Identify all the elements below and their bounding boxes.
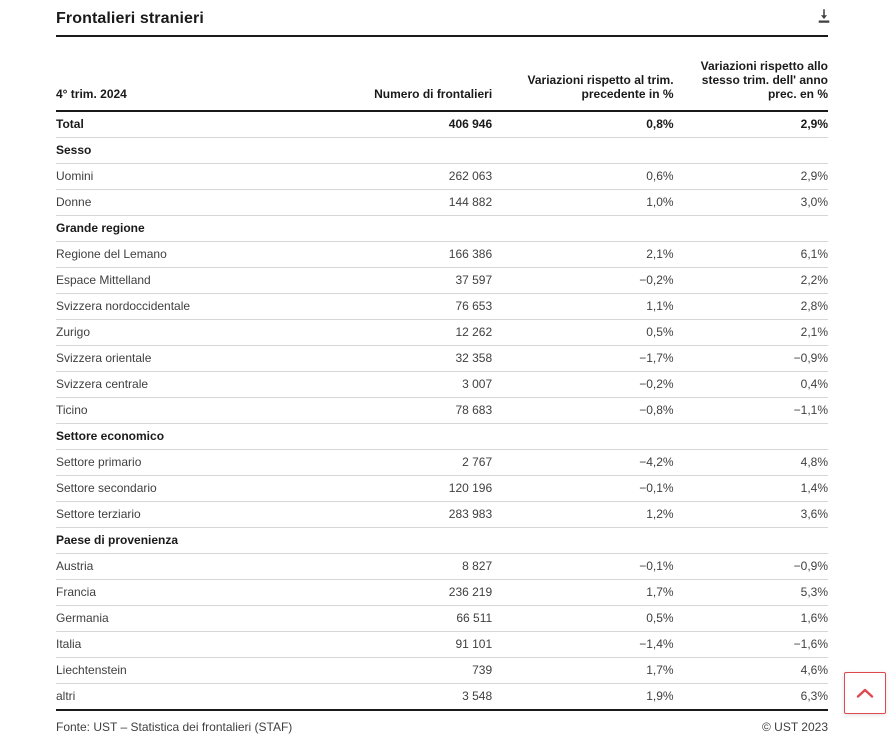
statistics-table bbox=[56, 59, 828, 711]
table-row bbox=[56, 294, 828, 320]
row-yoy: 1,4% bbox=[674, 476, 828, 502]
row-qoq bbox=[492, 138, 673, 164]
source-note: Fonte: UST – Statistica dei frontalieri (STAF) bbox=[56, 720, 293, 734]
row-yoy: −1,1% bbox=[674, 398, 828, 424]
row-label: Grande regione bbox=[56, 216, 303, 242]
page-title: Frontalieri stranieri bbox=[56, 10, 204, 27]
row-yoy bbox=[674, 138, 828, 164]
row-count: 66 511 bbox=[303, 606, 492, 632]
row-yoy: 3,0% bbox=[674, 190, 828, 216]
row-count: 166 386 bbox=[303, 242, 492, 268]
row-qoq: −0,2% bbox=[492, 268, 673, 294]
row-yoy: 2,2% bbox=[674, 268, 828, 294]
column-header-count: Numero di frontalieri bbox=[303, 59, 492, 111]
table-row bbox=[56, 554, 828, 580]
row-qoq: 1,7% bbox=[492, 580, 673, 606]
row-label: Ticino bbox=[56, 398, 303, 424]
table-row bbox=[56, 346, 828, 372]
row-label: Total bbox=[56, 111, 303, 138]
row-yoy: 2,8% bbox=[674, 294, 828, 320]
table-row bbox=[56, 684, 828, 711]
table-row bbox=[56, 398, 828, 424]
row-qoq: −4,2% bbox=[492, 450, 673, 476]
column-header-yoy: Variazioni rispetto allo stesso trim. dell' anno prec. en % bbox=[674, 59, 828, 111]
row-yoy: −1,6% bbox=[674, 632, 828, 658]
row-yoy: 2,9% bbox=[674, 111, 828, 138]
row-label: Donne bbox=[56, 190, 303, 216]
row-count: 91 101 bbox=[303, 632, 492, 658]
row-count bbox=[303, 528, 492, 554]
section-row bbox=[56, 528, 828, 554]
table-row bbox=[56, 450, 828, 476]
table-row bbox=[56, 632, 828, 658]
row-qoq: 1,7% bbox=[492, 658, 673, 684]
table-row bbox=[56, 268, 828, 294]
row-yoy: 2,9% bbox=[674, 164, 828, 190]
row-label: Svizzera nordoccidentale bbox=[56, 294, 303, 320]
table-row bbox=[56, 164, 828, 190]
table-row bbox=[56, 372, 828, 398]
row-yoy: 6,3% bbox=[800, 689, 828, 703]
section-row bbox=[56, 424, 828, 450]
row-yoy: 1,6% bbox=[674, 606, 828, 632]
row-qoq: 0,6% bbox=[492, 164, 673, 190]
column-header-period: 4° trim. 2024 bbox=[56, 59, 303, 111]
row-label: Sesso bbox=[56, 138, 303, 164]
row-yoy: 3,6% bbox=[674, 502, 828, 528]
row-qoq: 0,5% bbox=[492, 320, 673, 346]
table-row bbox=[56, 606, 828, 632]
table-row bbox=[56, 320, 828, 346]
row-qoq: 0,5% bbox=[492, 606, 673, 632]
download-icon bbox=[815, 7, 833, 25]
row-qoq: 1,1% bbox=[492, 294, 673, 320]
header-row bbox=[56, 59, 828, 111]
row-count bbox=[303, 424, 492, 450]
row-label: Germania bbox=[56, 606, 303, 632]
row-count: 406 946 bbox=[303, 111, 492, 138]
row-yoy: 5,3% bbox=[674, 580, 828, 606]
row-label: Paese di provenienza bbox=[56, 528, 303, 554]
title-bar bbox=[56, 0, 828, 37]
row-yoy: 4,8% bbox=[674, 450, 828, 476]
scroll-to-top-button[interactable] bbox=[844, 672, 886, 714]
row-label: Settore primario bbox=[56, 450, 303, 476]
row-qoq: 1,0% bbox=[492, 190, 673, 216]
row-label: Francia bbox=[56, 580, 303, 606]
table-row bbox=[56, 111, 828, 138]
row-count: 3 007 bbox=[303, 372, 492, 398]
row-label: Italia bbox=[56, 632, 303, 658]
table-row bbox=[56, 476, 828, 502]
row-label: Zurigo bbox=[56, 320, 303, 346]
row-qoq: 0,8% bbox=[492, 111, 673, 138]
chevron-up-icon bbox=[856, 687, 874, 699]
row-count: 2 767 bbox=[303, 450, 492, 476]
row-qoq: −0,8% bbox=[492, 398, 673, 424]
row-qoq: −0,1% bbox=[492, 554, 673, 580]
row-count: 739 bbox=[303, 658, 492, 684]
page-footer bbox=[56, 720, 828, 734]
row-qoq: 2,1% bbox=[492, 242, 673, 268]
row-qoq bbox=[492, 528, 673, 554]
row-yoy: 6,1% bbox=[674, 242, 828, 268]
row-count: 37 597 bbox=[303, 268, 492, 294]
row-yoy: 0,4% bbox=[674, 372, 828, 398]
row-label: altri bbox=[56, 689, 76, 703]
row-yoy bbox=[674, 528, 828, 554]
row-count: 76 653 bbox=[303, 294, 492, 320]
row-count: 32 358 bbox=[303, 346, 492, 372]
table-row bbox=[56, 190, 828, 216]
section-row bbox=[56, 216, 828, 242]
copyright-note: © UST 2023 bbox=[762, 720, 828, 734]
column-header-qoq: Variazioni rispetto al trim. precedente in % bbox=[492, 59, 673, 111]
row-label: Liechtenstein bbox=[56, 658, 303, 684]
row-qoq: 1,9% bbox=[646, 689, 674, 703]
row-count: 236 219 bbox=[303, 580, 492, 606]
row-yoy: −0,9% bbox=[674, 346, 828, 372]
row-count: 283 983 bbox=[303, 502, 492, 528]
row-yoy bbox=[674, 424, 828, 450]
row-label: Svizzera centrale bbox=[56, 372, 303, 398]
row-qoq bbox=[492, 216, 673, 242]
row-qoq: 1,2% bbox=[492, 502, 673, 528]
table-row bbox=[56, 502, 828, 528]
row-label: Regione del Lemano bbox=[56, 242, 303, 268]
download-button[interactable] bbox=[810, 4, 838, 28]
row-count: 12 262 bbox=[303, 320, 492, 346]
section-row bbox=[56, 138, 828, 164]
row-count: 78 683 bbox=[303, 398, 492, 424]
row-label: Settore economico bbox=[56, 424, 303, 450]
row-label: Svizzera orientale bbox=[56, 346, 303, 372]
row-count: 3 548 bbox=[462, 689, 493, 703]
row-qoq: −0,2% bbox=[492, 372, 673, 398]
table-row bbox=[56, 658, 828, 684]
report-page bbox=[56, 0, 828, 734]
row-label: Settore secondario bbox=[56, 476, 303, 502]
table-row bbox=[56, 580, 828, 606]
row-qoq: −0,1% bbox=[492, 476, 673, 502]
row-qoq: −1,4% bbox=[492, 632, 673, 658]
row-count: 8 827 bbox=[303, 554, 492, 580]
row-label: Settore terziario bbox=[56, 502, 303, 528]
row-count bbox=[303, 216, 492, 242]
row-count bbox=[303, 138, 492, 164]
row-count: 144 882 bbox=[303, 190, 492, 216]
row-yoy: 4,6% bbox=[674, 658, 828, 684]
row-yoy bbox=[674, 216, 828, 242]
row-label: Uomini bbox=[56, 164, 303, 190]
row-count: 262 063 bbox=[303, 164, 492, 190]
row-yoy: 2,1% bbox=[674, 320, 828, 346]
row-qoq: −1,7% bbox=[492, 346, 673, 372]
row-yoy: −0,9% bbox=[674, 554, 828, 580]
row-label: Espace Mittelland bbox=[56, 268, 303, 294]
row-qoq bbox=[492, 424, 673, 450]
row-count: 120 196 bbox=[303, 476, 492, 502]
table-row bbox=[56, 242, 828, 268]
row-label: Austria bbox=[56, 554, 303, 580]
